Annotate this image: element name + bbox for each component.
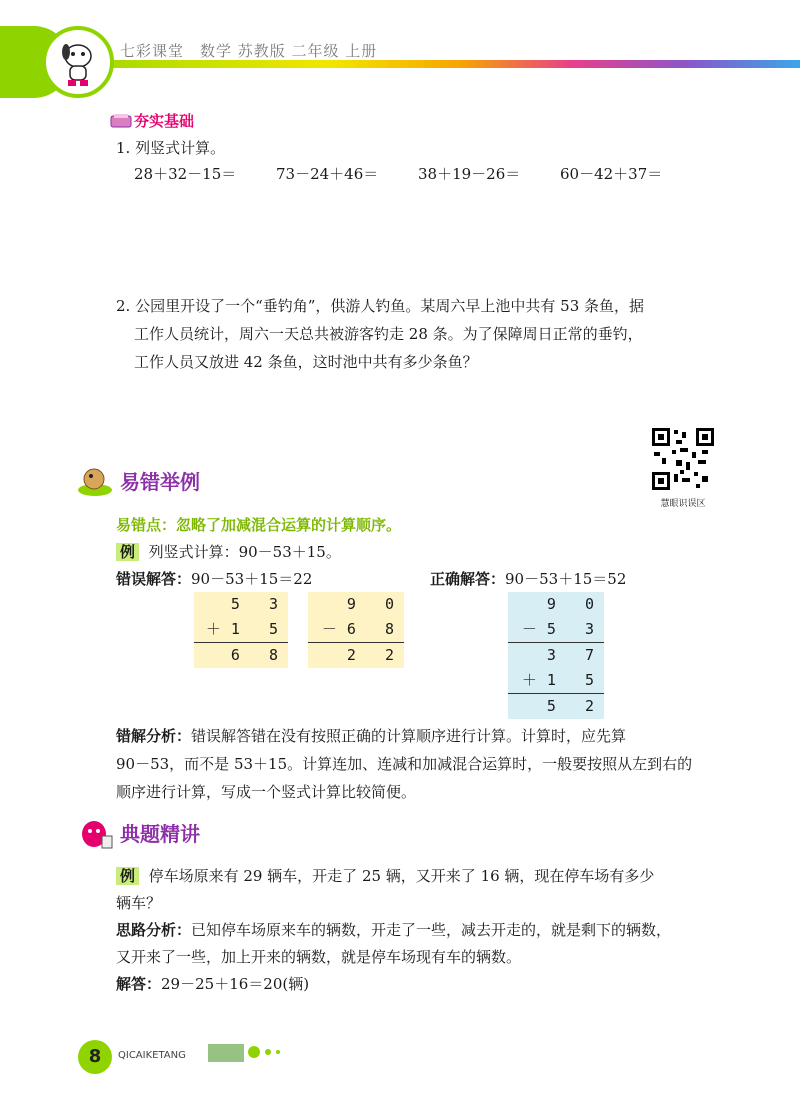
idea-label: 思路分析：: [116, 921, 192, 939]
q1-expr-1: 28＋32－15＝: [134, 165, 237, 183]
example-line-1: [116, 862, 654, 890]
analysis-line-2: 90－53，而不是 53＋15。计算连加、连减和加减混合运算时，一般要按照从左到右的: [116, 755, 693, 773]
section-title-errors: 易错举例: [120, 470, 200, 494]
snail-mascot-icon: [76, 464, 114, 502]
wrong-answer: [116, 565, 312, 593]
calc-row: ＋1 5: [205, 620, 288, 638]
right-answer: [430, 565, 626, 593]
idea-line-2: 又开来了一些，加上开来的辆数，就是停车场现有车的辆数。: [116, 948, 522, 966]
idea-text-1: 已知停车场原来车的辆数，开走了一些，减去开走的，就是剩下的辆数，: [191, 921, 672, 939]
q1-expr-4: 60－42＋37＝: [560, 165, 663, 183]
footer-decoration-icon: [206, 1038, 286, 1072]
answer-text: 29－25＋16＝20(辆): [161, 975, 310, 993]
mascot-icon: [42, 26, 114, 98]
calc-row: 9 0: [346, 595, 404, 613]
answer-line: [116, 970, 309, 998]
calc-row: 3 7: [508, 642, 604, 668]
calc-row: ＋1 5: [521, 671, 604, 689]
idea-line-1: [116, 916, 671, 944]
error-point-label: 易错点：: [116, 516, 177, 534]
calc-row: 9 0: [546, 595, 604, 613]
qr-code-icon[interactable]: [652, 428, 714, 490]
error-point-text: 忽略了加减混合运算的计算顺序。: [176, 516, 402, 534]
calc-row: 2 2: [308, 642, 404, 668]
vertical-calc-wrong-1: [194, 592, 288, 668]
footer-brand: QICAIKETANG: [118, 1050, 186, 1061]
q2-line-3: 工作人员又放进 42 条鱼，这时池中共有多少条鱼？: [134, 353, 478, 371]
calc-row: 5 2: [508, 693, 604, 719]
header-rainbow-bar: [40, 60, 800, 68]
error-point: [116, 511, 401, 539]
analysis-line-3: 顺序进行计算，写成一个竖式计算比较简便。: [116, 783, 417, 801]
calc-row: 5 3: [230, 595, 288, 613]
q2-line-1: 2. 公园里开设了一个“垂钓角”，供游人钓鱼。某周六早上池中共有 53 条鱼，据: [116, 297, 645, 315]
q1-label: 1. 列竖式计算。: [116, 139, 226, 157]
q1-expr-3: 38＋19－26＝: [418, 165, 521, 183]
example-tag: 例: [116, 543, 139, 561]
right-expr: 90－53＋15＝52: [505, 570, 627, 588]
vertical-calc-wrong-2: [308, 592, 404, 668]
calc-row: －6 8: [321, 620, 404, 638]
example-line-2: 辆车？: [116, 894, 162, 912]
wrong-expr: 90－53＋15＝22: [191, 570, 313, 588]
header-title: 七彩课堂 数学 苏教版 二年级 上册: [120, 42, 378, 60]
analysis-line-1: [116, 722, 626, 750]
error-example: [116, 538, 341, 566]
q2-line-2: 工作人员统计，周六一天总共被游客钓走 28 条。为了保障周日正常的垂钓，: [134, 325, 643, 343]
q1-expr-2: 73－24＋46＝: [276, 165, 379, 183]
error-example-text: 列竖式计算：90－53＋15。: [148, 543, 341, 561]
example-tag-2: 例: [116, 867, 139, 885]
calc-row: －5 3: [521, 620, 604, 638]
strawberry-mascot-icon: [76, 816, 114, 854]
section-title-examples: 典题精讲: [120, 822, 200, 846]
vertical-calc-correct: [508, 592, 604, 719]
calc-row: 6 8: [194, 642, 288, 668]
qr-caption: 慧眼识误区: [660, 499, 706, 509]
wrong-label: 错误解答：: [116, 570, 192, 588]
page-number: 8: [88, 1046, 102, 1067]
analysis-text-1: 错误解答错在没有按照正确的计算顺序进行计算。计算时，应先算: [191, 727, 627, 745]
section-title-basics: 夯实基础: [134, 112, 195, 130]
right-label: 正确解答：: [430, 570, 506, 588]
book-icon: [110, 113, 132, 133]
answer-label: 解答：: [116, 975, 162, 993]
example-text-1: 停车场原来有 29 辆车，开走了 25 辆，又开来了 16 辆，现在停车场有多少: [148, 867, 655, 885]
analysis-label: 错解分析：: [116, 727, 192, 745]
